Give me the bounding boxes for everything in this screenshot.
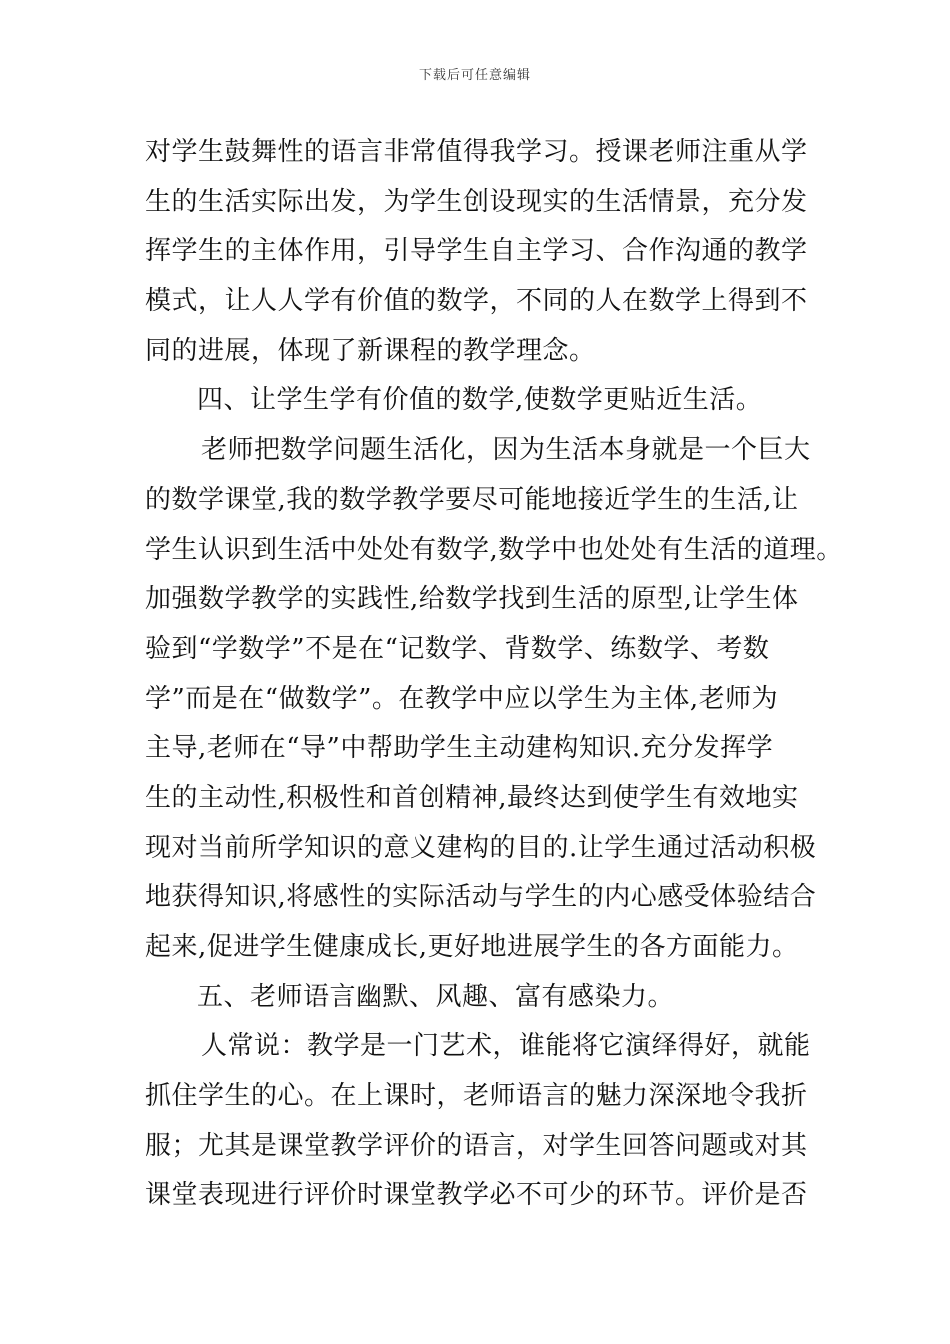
paragraph-start: 人常说：教学是一门艺术，谁能将它演绎得好，就能 (201, 1031, 811, 1062)
text-line: 抓住学生的心。在上课时，老师语言的魅力深深地令我折 (145, 1081, 808, 1112)
text-line: 现对当前所学知识的意义建构的目的.让学生通过活动积极 (145, 832, 817, 863)
text-line: 模式，让人人学有价值的数学，不同的人在数学上得到不 (145, 286, 808, 317)
paragraph-start: 老师把数学问题生活化，因为生活本身就是一个巨大 (201, 435, 811, 466)
section-heading-4: 四、让学生学有价值的数学,使数学更贴近生活。 (197, 385, 763, 416)
text-line: 主导,老师在“导”中帮助学生主动建构知识.充分发挥学 (145, 733, 774, 764)
text-line: 对学生鼓舞性的语言非常值得我学习。授课老师注重从学 (145, 137, 808, 167)
text-line: 课堂表现进行评价时课堂教学必不可少的环节。评价是否 (145, 1180, 808, 1211)
text-line: 起来,促进学生健康成长,更好地进展学生的各方面能力。 (145, 932, 799, 962)
text-line: 地获得知识,将感性的实际活动与学生的内心感受体验结合 (145, 882, 817, 913)
text-line: 挥学生的主体作用，引导学生自主学习、合作沟通的教学 (145, 236, 808, 267)
text-line: 同的进展，体现了新课程的教学理念。 (145, 335, 596, 366)
text-line: 学”而是在“做数学”。在教学中应以学生为主体,老师为 (145, 683, 779, 714)
text-line: 学生认识到生活中处处有数学,数学中也处处有生活的道理。 (145, 534, 843, 565)
document-body (145, 128, 843, 1221)
section-heading-5: 五、老师语言幽默、风趣、富有感染力。 (197, 981, 675, 1012)
text-line: 加强数学教学的实践性,给数学找到生活的原型,让学生体 (145, 584, 799, 615)
page-header-note: 下载后可任意编辑 (418, 68, 531, 83)
text-line: 服；尤其是课堂教学评价的语言，对学生回答问题或对其 (145, 1130, 808, 1161)
text-line: 生的主动性,积极性和首创精神,最终达到使学生有效地实 (145, 782, 799, 813)
text-line: 的数学课堂,我的数学教学要尽可能地接近学生的生活,让 (145, 484, 799, 515)
text-line: 验到“学数学”不是在“记数学、背数学、练数学、考数 (145, 633, 770, 664)
text-line: 生的生活实际出发，为学生创设现实的生活情景，充分发 (145, 186, 808, 217)
